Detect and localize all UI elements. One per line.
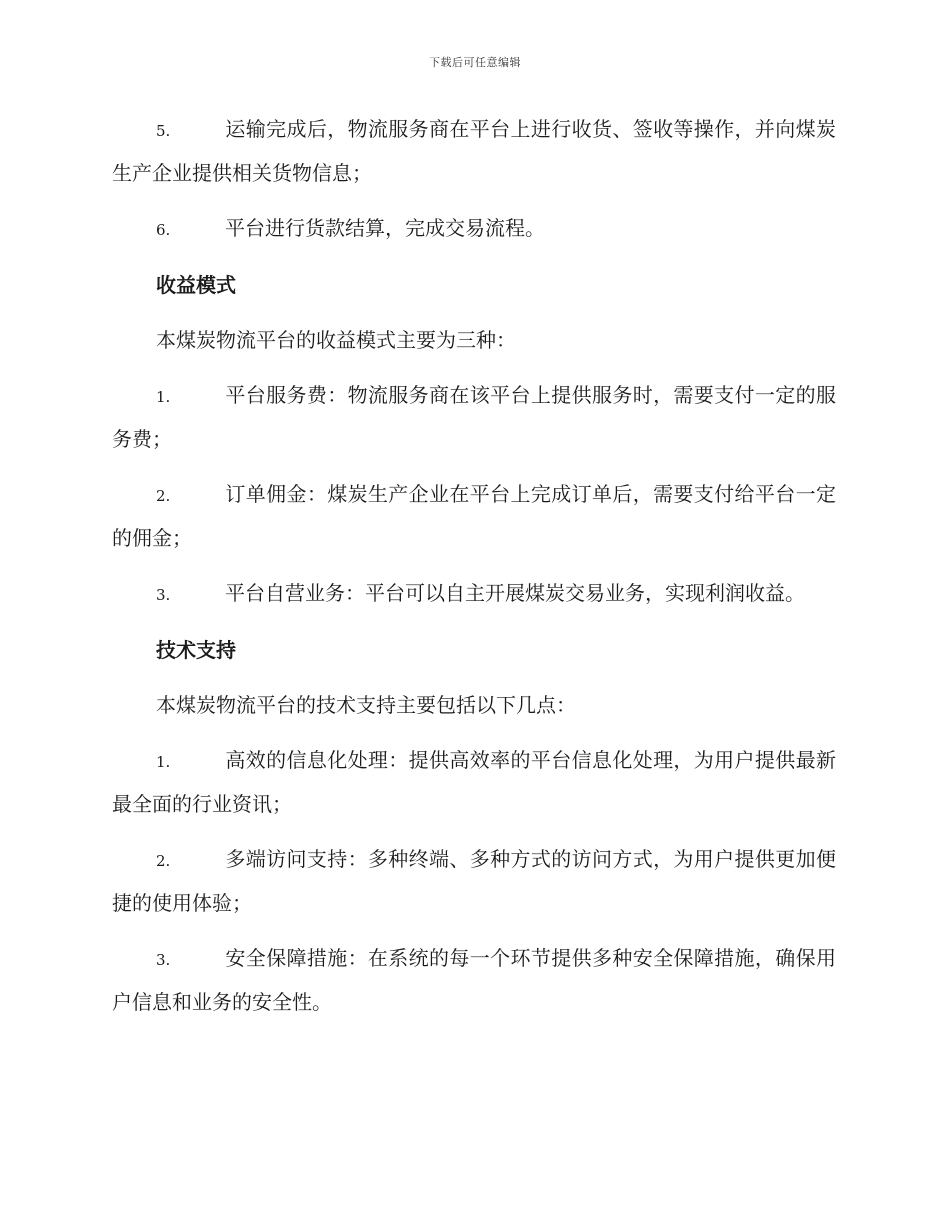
list-item bbox=[112, 937, 836, 1023]
list-item bbox=[112, 207, 836, 251]
section-heading: 收益模式 bbox=[156, 273, 236, 297]
document-body bbox=[112, 108, 836, 1036]
list-item bbox=[112, 108, 836, 194]
list-item bbox=[112, 838, 836, 924]
section-heading: 技术支持 bbox=[156, 638, 236, 662]
list-item bbox=[112, 739, 836, 825]
list-number: 3. bbox=[156, 951, 171, 969]
list-text: 多端访问支持：多种终端、多种方式的访问方式，为用户提供更加便捷的使用体验； bbox=[112, 847, 836, 915]
list-text: 平台服务费：物流服务商在该平台上提供服务时，需要支付一定的服务费； bbox=[112, 383, 836, 451]
list-number: 2. bbox=[156, 487, 171, 505]
list-number: 3. bbox=[156, 586, 171, 604]
list-text: 平台自营业务：平台可以自主开展煤炭交易业务，实现利润收益。 bbox=[225, 581, 805, 605]
list-item bbox=[112, 374, 836, 460]
list-text: 运输完成后，物流服务商在平台上进行收货、签收等操作，并向煤炭生产企业提供相关货物信息； bbox=[112, 117, 836, 185]
list-number: 6. bbox=[156, 221, 171, 239]
list-text: 订单佣金：煤炭生产企业在平台上完成订单后，需要支付给平台一定的佣金； bbox=[112, 482, 836, 550]
list-text: 安全保障措施：在系统的每一个环节提供多种安全保障措施，确保用户信息和业务的安全性。 bbox=[112, 946, 836, 1014]
list-number: 5. bbox=[156, 122, 171, 140]
list-number: 2. bbox=[156, 852, 171, 870]
page-header: 下载后可任意编辑 bbox=[429, 56, 521, 69]
list-number: 1. bbox=[156, 388, 171, 406]
list-text: 平台进行货款结算，完成交易流程。 bbox=[225, 216, 545, 240]
paragraph: 本煤炭物流平台的技术支持主要包括以下几点： bbox=[156, 693, 576, 717]
paragraph: 本煤炭物流平台的收益模式主要为三种： bbox=[156, 328, 516, 352]
list-item bbox=[112, 572, 836, 616]
list-item bbox=[112, 473, 836, 559]
list-number: 1. bbox=[156, 753, 171, 771]
list-text: 高效的信息化处理：提供高效率的平台信息化处理，为用户提供最新最全面的行业资讯； bbox=[112, 748, 836, 816]
